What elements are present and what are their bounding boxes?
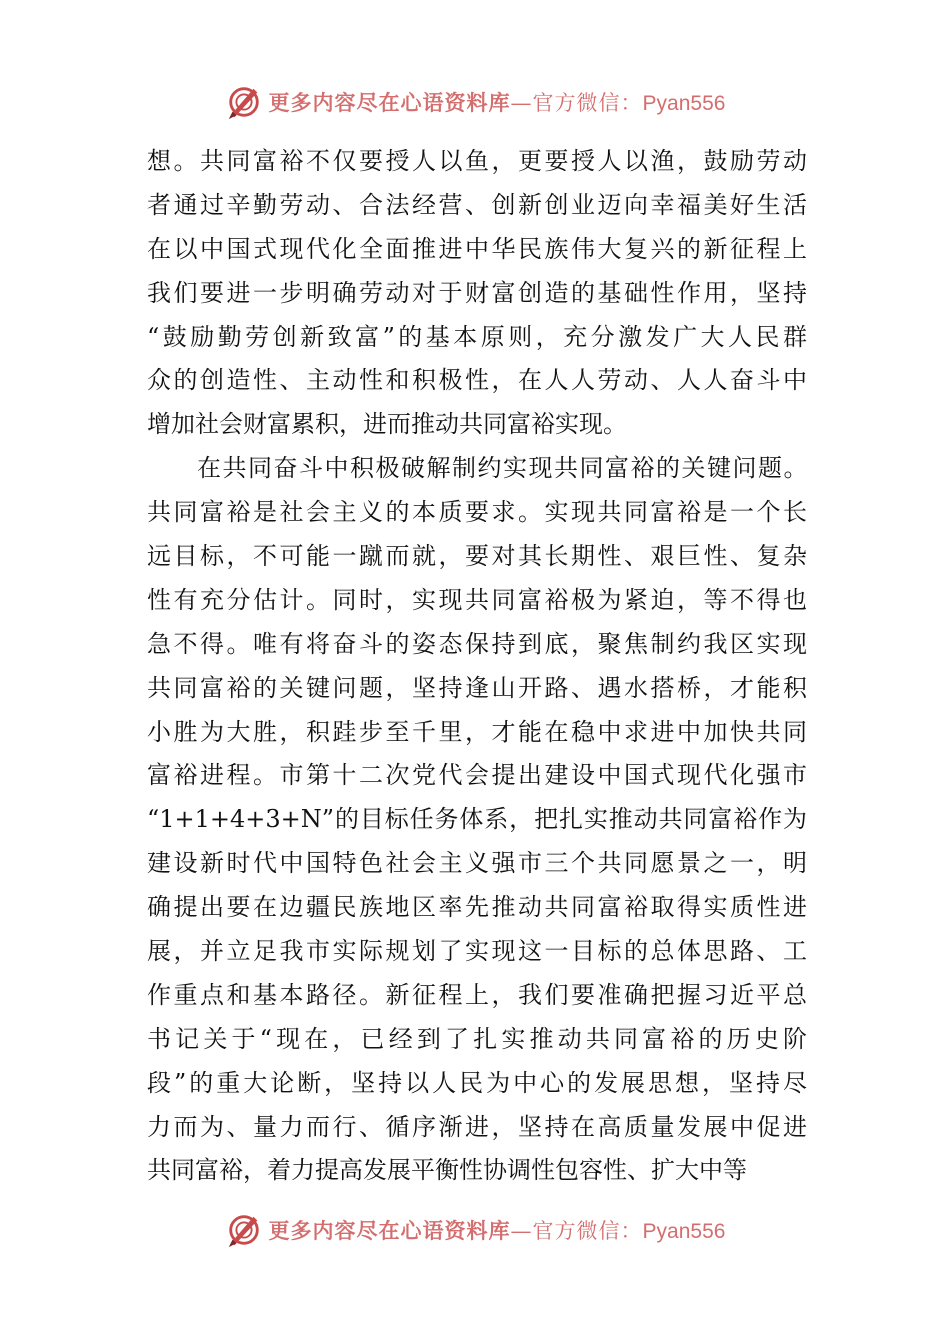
text-line: “鼓励勤劳创新致富”的基本原则，充分激发广大人民群: [147, 322, 807, 351]
text-line: 确提出要在边疆民族地区率先推动共同富裕取得实质性进: [147, 893, 807, 922]
text-line: 急不得。唯有将奋斗的姿态保持到底，聚焦制约我区实现: [147, 629, 807, 658]
text-line: 作重点和基本路径。新征程上，我们要准确把握习近平总: [147, 980, 807, 1009]
watermark-handle: Pyan556: [642, 1220, 726, 1243]
text-line: 在以中国式现代化全面推进中华民族伟大复兴的新征程上: [147, 234, 807, 263]
text-line: 共同富裕的关键问题，坚持逢山开路、遇水搭桥，才能积: [147, 673, 807, 702]
text-line: 小胜为大胜，积跬步至千里，才能在稳中求进中加快共同: [147, 717, 807, 746]
watermark-wechat-label: 官方微信：: [532, 1219, 643, 1243]
text-line: 性有充分估计。同时，实现共同富裕极为紧迫，等不得也: [147, 585, 807, 614]
text-line: 展，并立足我市实际规划了实现这一目标的总体思路、工: [147, 937, 807, 966]
footer-watermark: [0, 1208, 950, 1252]
watermark-dash: —: [510, 91, 533, 115]
text-line: 富裕进程。市第十二次党代会提出建设中国式现代化强市: [147, 761, 807, 790]
text-line: 段”的重大论断，坚持以人民为中心的发展思想，坚持尽: [147, 1068, 807, 1097]
watermark-brand: 更多内容尽在心语资料库: [268, 1218, 511, 1243]
text-line: 众的创造性、主动性和积极性，在人人劳动、人人奋斗中: [147, 366, 807, 395]
text-line: 想。共同富裕不仅要授人以鱼，更要授人以渔，鼓励劳动: [147, 147, 807, 175]
watermark-brand: 更多内容尽在心语资料库: [268, 90, 511, 115]
text-line: 增加社会财富累积，进而推动共同富裕实现。: [147, 410, 627, 439]
text-line: 我们要进一步明确劳动对于财富创造的基础性作用，坚持: [147, 278, 807, 307]
pen-logo-icon: [225, 1211, 263, 1249]
watermark-text: [269, 87, 726, 117]
text-line: “1+1+4+3+N”的目标任务体系，把扎实推动共同富裕作为: [147, 805, 807, 834]
text-line: 远目标，不可能一蹴而就，要对其长期性、艰巨性、复杂: [147, 542, 807, 571]
text-line: 书记关于“现在，已经到了扎实推动共同富裕的历史阶: [147, 1024, 807, 1053]
text-line: 共同富裕是社会主义的本质要求。实现共同富裕是一个长: [147, 498, 807, 527]
document-body: [147, 140, 807, 1193]
text-line: 建设新时代中国特色社会主义强市三个共同愿景之一，明: [147, 849, 807, 878]
watermark-text: [269, 1215, 726, 1245]
paragraph: [147, 447, 807, 1193]
watermark-handle: Pyan556: [642, 92, 726, 115]
text-line: 者通过辛勤劳动、合法经营、创新创业迈向幸福美好生活: [147, 190, 807, 219]
paragraph: [147, 140, 807, 447]
text-line: 力而为、量力而行、循序渐进，坚持在高质量发展中促进: [147, 1112, 807, 1141]
text-line: 在共同奋斗中积极破解制约实现共同富裕的关键问题。: [197, 454, 807, 483]
watermark-dash: —: [510, 1219, 533, 1243]
watermark-wechat-label: 官方微信：: [532, 91, 643, 115]
pen-logo-icon: [225, 83, 263, 121]
text-line: 共同富裕，着力提高发展平衡性协调性包容性、扩大中等: [147, 1156, 747, 1185]
header-watermark: [0, 80, 950, 124]
